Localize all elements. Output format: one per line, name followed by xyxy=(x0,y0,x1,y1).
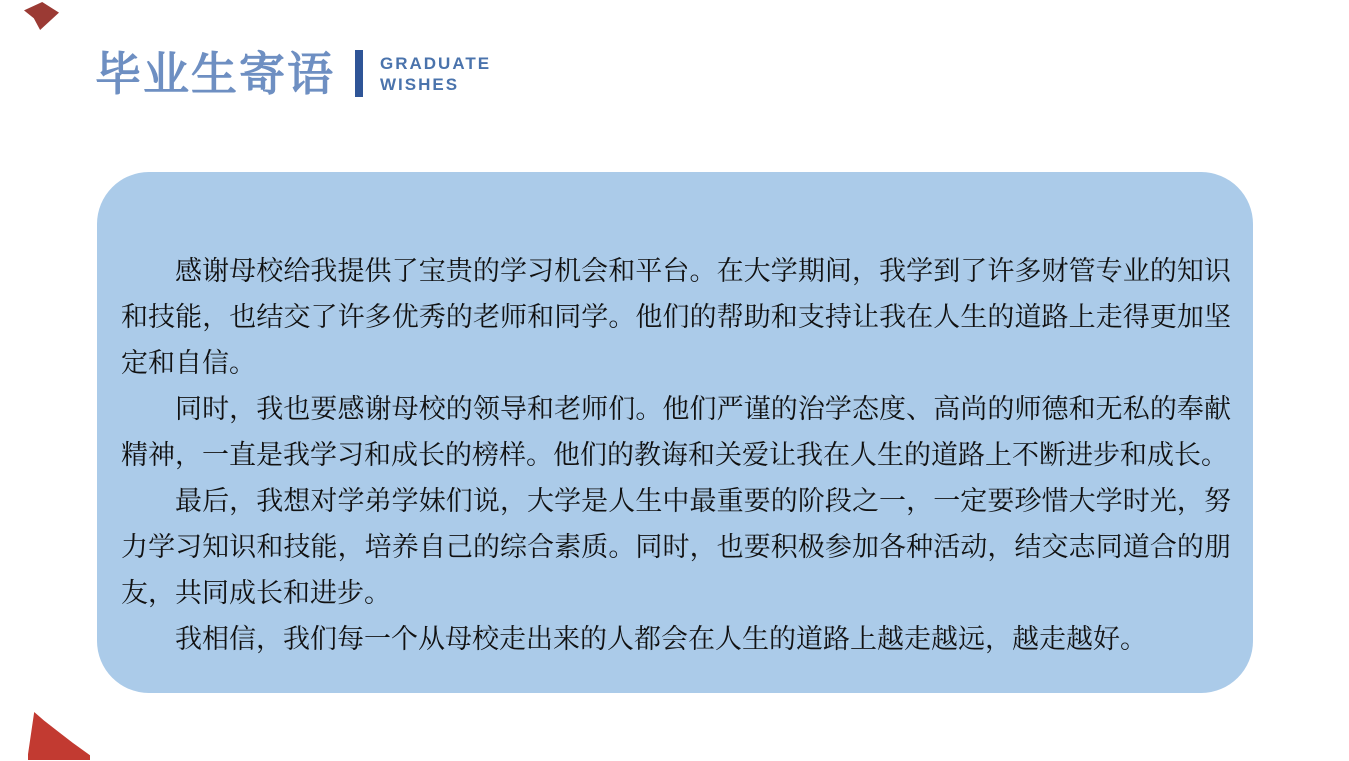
content-panel xyxy=(97,172,1253,693)
subtitle-line-1: GRADUATE xyxy=(380,53,492,73)
page-title: 毕业生寄语 xyxy=(95,47,335,100)
subtitle-line-2: WISHES xyxy=(380,74,460,94)
paragraph-thanks-school: 感谢母校给我提供了宝贵的学习机会和平台。在大学期间，我学到了许多财管专业的知识和技能，也结交了许多优秀的老师和同学。他们的帮助和支持让我在人生的道路上走得更加坚定和自信。 xyxy=(121,256,1231,378)
paragraph-advice-juniors: 最后，我想对学弟学妹们说，大学是人生中最重要的阶段之一，一定要珍惜大学时光，努力学习知识和技能，培养自己的综合素质。同时，也要积极参加各种活动，结交志同道合的朋友，共同成长和进步。 xyxy=(121,486,1231,608)
slide-header xyxy=(95,47,492,100)
paragraph-belief: 我相信，我们每一个从母校走出来的人都会在人生的道路上越走越远，越走越好。 xyxy=(175,624,1147,654)
ribbon-top-left-icon xyxy=(24,2,59,30)
ribbon-bottom-left-icon xyxy=(28,712,90,760)
page-subtitle xyxy=(380,53,491,95)
title-divider xyxy=(355,50,363,97)
paragraph-thanks-teachers: 同时，我也要感谢母校的领导和老师们。他们严谨的治学态度、高尚的师德和无私的奉献精神，一直是我学习和成长的榜样。他们的教诲和关爱让我在人生的道路上不断进步和成长。 xyxy=(121,394,1231,470)
